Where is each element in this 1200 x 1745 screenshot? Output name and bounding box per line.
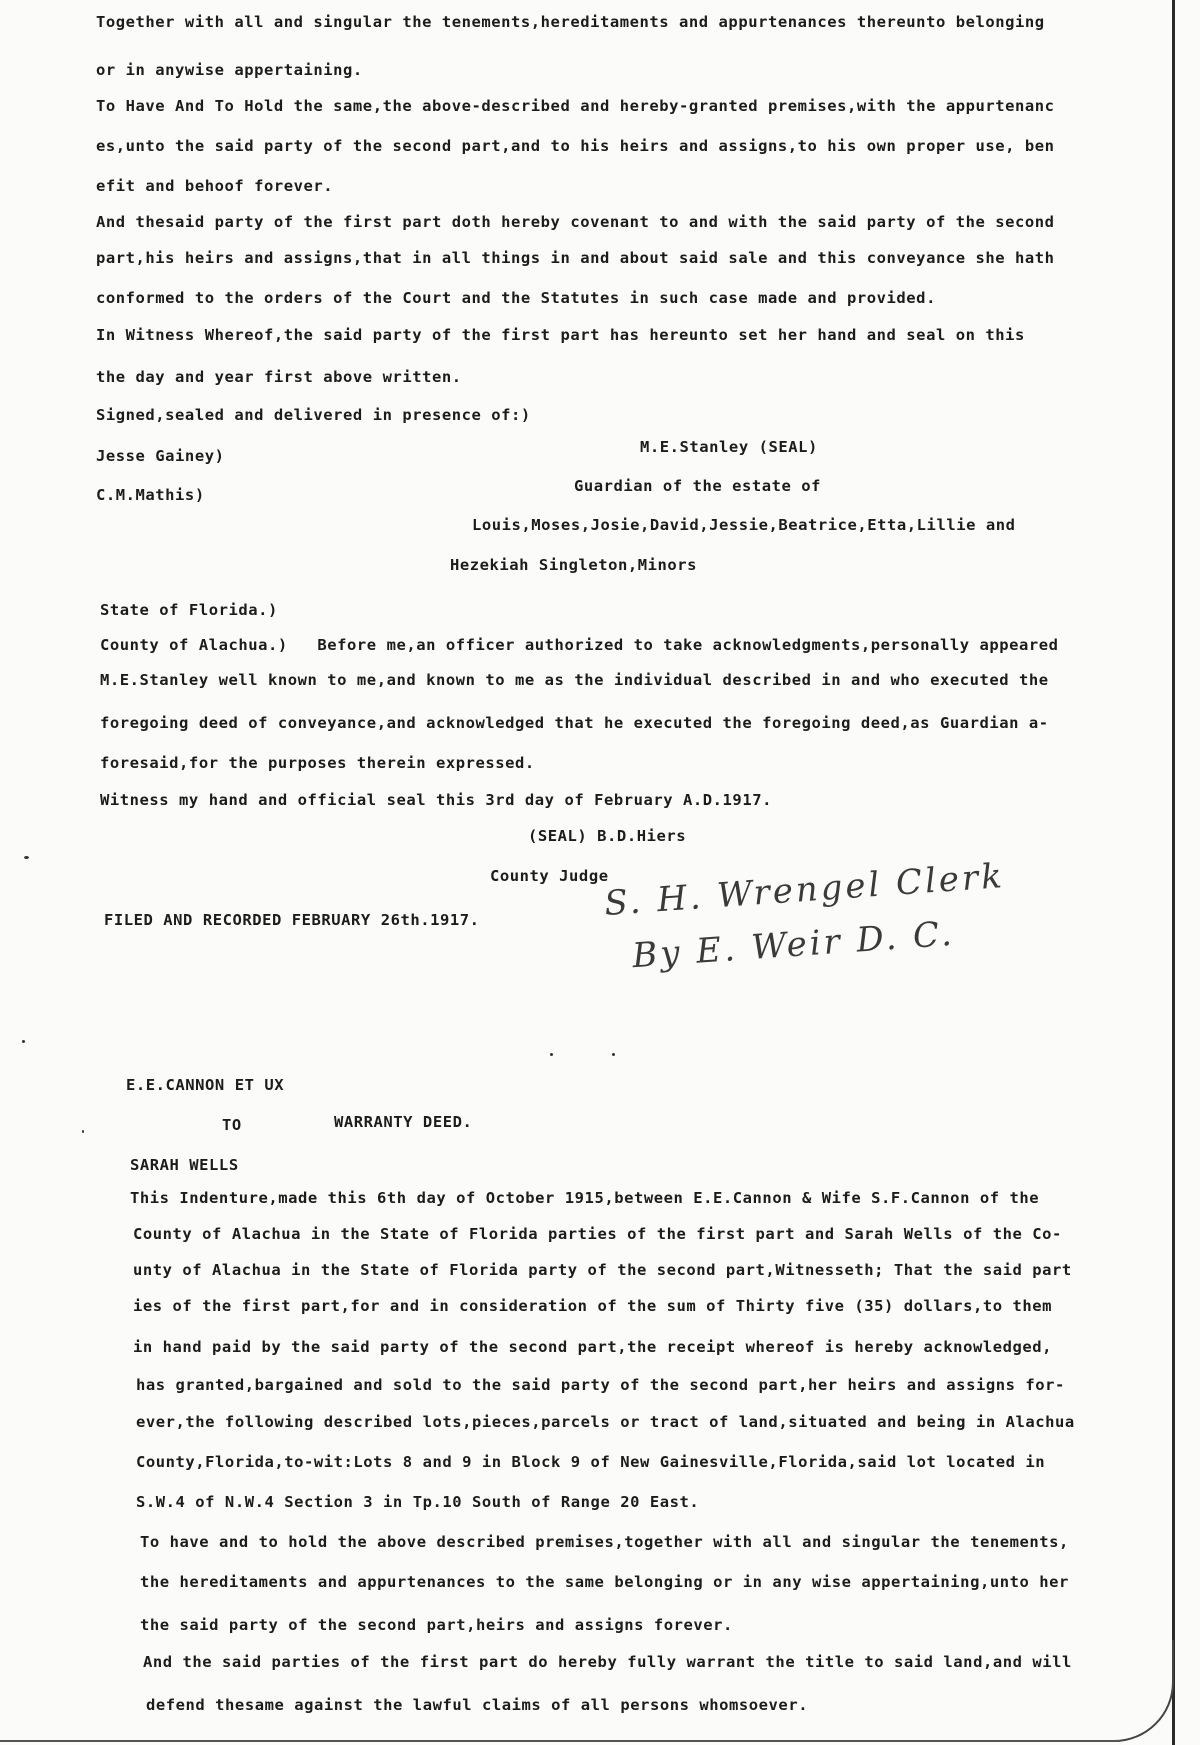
indenture-line-14: defend thesame against the lawful claims of all persons whomsoever. <box>146 1696 809 1714</box>
ink-speck <box>22 1040 25 1043</box>
clerk-signature-1: S. H. Wrengel Clerk <box>603 856 1007 924</box>
to-have-line-1: To Have And To Hold the same,the above-described and hereby-granted premises,with the appurtenanc <box>96 97 1055 115</box>
indenture-line-3: unty of Alachua in the State of Florida party of the second part,Witnesseth; That the said part <box>133 1261 1072 1279</box>
indenture-line-10: To have and to hold the above described premises,together with all and singular the tenements, <box>140 1533 1069 1551</box>
signed-sealed-line: Signed,sealed and delivered in presence of:) <box>96 406 531 424</box>
minors-line-2: Hezekiah Singleton,Minors <box>450 556 698 574</box>
page-curl-corner <box>1112 1640 1174 1742</box>
acknowledgment-line-5: Witness my hand and official seal this 3rd day of February A.D.1917. <box>100 791 772 809</box>
indenture-line-2: County of Alachua in the State of Florida parties of the first part and Sarah Wells of the Co- <box>133 1225 1062 1243</box>
ink-speck <box>550 1053 553 1056</box>
acknowledgment-line-2: M.E.Stanley well known to me,and known to me as the individual described in and who executed the <box>100 671 1049 689</box>
covenant-line-3: conformed to the orders of the Court and the Statutes in such case made and provided. <box>96 289 936 307</box>
indenture-line-4: ies of the first part,for and in consideration of the sum of Thirty five (35) dollars,to them <box>133 1297 1053 1315</box>
page-edge-bottom <box>0 1740 1120 1742</box>
indenture-line-9: S.W.4 of N.W.4 Section 3 in Tp.10 South of Range 20 East. <box>136 1493 700 1511</box>
ink-speck <box>82 1130 84 1133</box>
acknowledgment-line-3: foregoing deed of conveyance,and acknowledged that he executed the foregoing deed,as Guardian a- <box>100 714 1049 732</box>
indenture-line-6: has granted,bargained and sold to the said party of the second part,her heirs and assigns for- <box>136 1376 1065 1394</box>
to-heading: TO <box>222 1116 242 1134</box>
to-have-line-3: efit and behoof forever. <box>96 177 334 195</box>
clerk-signature-2: By E. Weir D. C. <box>630 913 956 977</box>
acknowledgment-line-4: foresaid,for the purposes therein expressed. <box>100 754 535 772</box>
judge-title: County Judge <box>490 867 609 885</box>
grantee-heading: SARAH WELLS <box>130 1156 239 1174</box>
ink-speck <box>24 856 29 859</box>
deed-type-heading: WARRANTY DEED. <box>334 1113 473 1131</box>
indenture-line-13: And the said parties of the first part do hereby fully warrant the title to said land,and will <box>143 1653 1072 1671</box>
judge-name: (SEAL) B.D.Hiers <box>528 827 687 845</box>
witness-whereof-line-2: the day and year first above written. <box>96 368 462 386</box>
witness-name-2: C.M.Mathis) <box>96 486 205 504</box>
to-have-line-2: es,unto the said party of the second part,and to his heirs and assigns,to his own proper use, ben <box>96 137 1055 155</box>
indenture-line-8: County,Florida,to-wit:Lots 8 and 9 in Block 9 of New Gainesville,Florida,said lot located in <box>136 1453 1046 1471</box>
habendum-line-2: or in anywise appertaining. <box>96 61 363 79</box>
acknowledgment-line-1: County of Alachua.) Before me,an officer authorized to take acknowledgments,personally appeared <box>100 636 1059 654</box>
signer-title: Guardian of the estate of <box>574 477 822 495</box>
page-edge-right <box>1172 0 1175 1745</box>
indenture-line-11: the hereditaments and appurtenances to the same belonging or in any wise appertaining,unto her <box>140 1573 1069 1591</box>
signer-name: M.E.Stanley (SEAL) <box>640 438 818 456</box>
ink-speck <box>612 1053 615 1056</box>
filed-recorded-line: FILED AND RECORDED FEBRUARY 26th.1917. <box>104 911 480 929</box>
state-line: State of Florida.) <box>100 601 278 619</box>
indenture-line-12: the said party of the second part,heirs and assigns forever. <box>140 1616 733 1634</box>
grantor-heading: E.E.CANNON ET UX <box>126 1076 285 1094</box>
covenant-line-1: And thesaid party of the first part doth hereby covenant to and with the said party of the second <box>96 213 1055 231</box>
minors-line-1: Louis,Moses,Josie,David,Jessie,Beatrice,Etta,Lillie and <box>472 516 1016 534</box>
witness-name-1: Jesse Gainey) <box>96 447 225 465</box>
covenant-line-2: part,his heirs and assigns,that in all things in and about said sale and this conveyance she hath <box>96 249 1055 267</box>
indenture-line-1: This Indenture,made this 6th day of October 1915,between E.E.Cannon & Wife S.F.Cannon of the <box>130 1189 1040 1207</box>
indenture-line-7: ever,the following described lots,pieces,parcels or tract of land,situated and being in Alachua <box>136 1413 1075 1431</box>
witness-whereof-line-1: In Witness Whereof,the said party of the first part has hereunto set her hand and seal on this <box>96 326 1025 344</box>
indenture-line-5: in hand paid by the said party of the second part,the receipt whereof is hereby acknowledged, <box>133 1338 1053 1356</box>
habendum-line-1: Together with all and singular the tenements,hereditaments and appurtenances thereunto belonging <box>96 13 1045 31</box>
